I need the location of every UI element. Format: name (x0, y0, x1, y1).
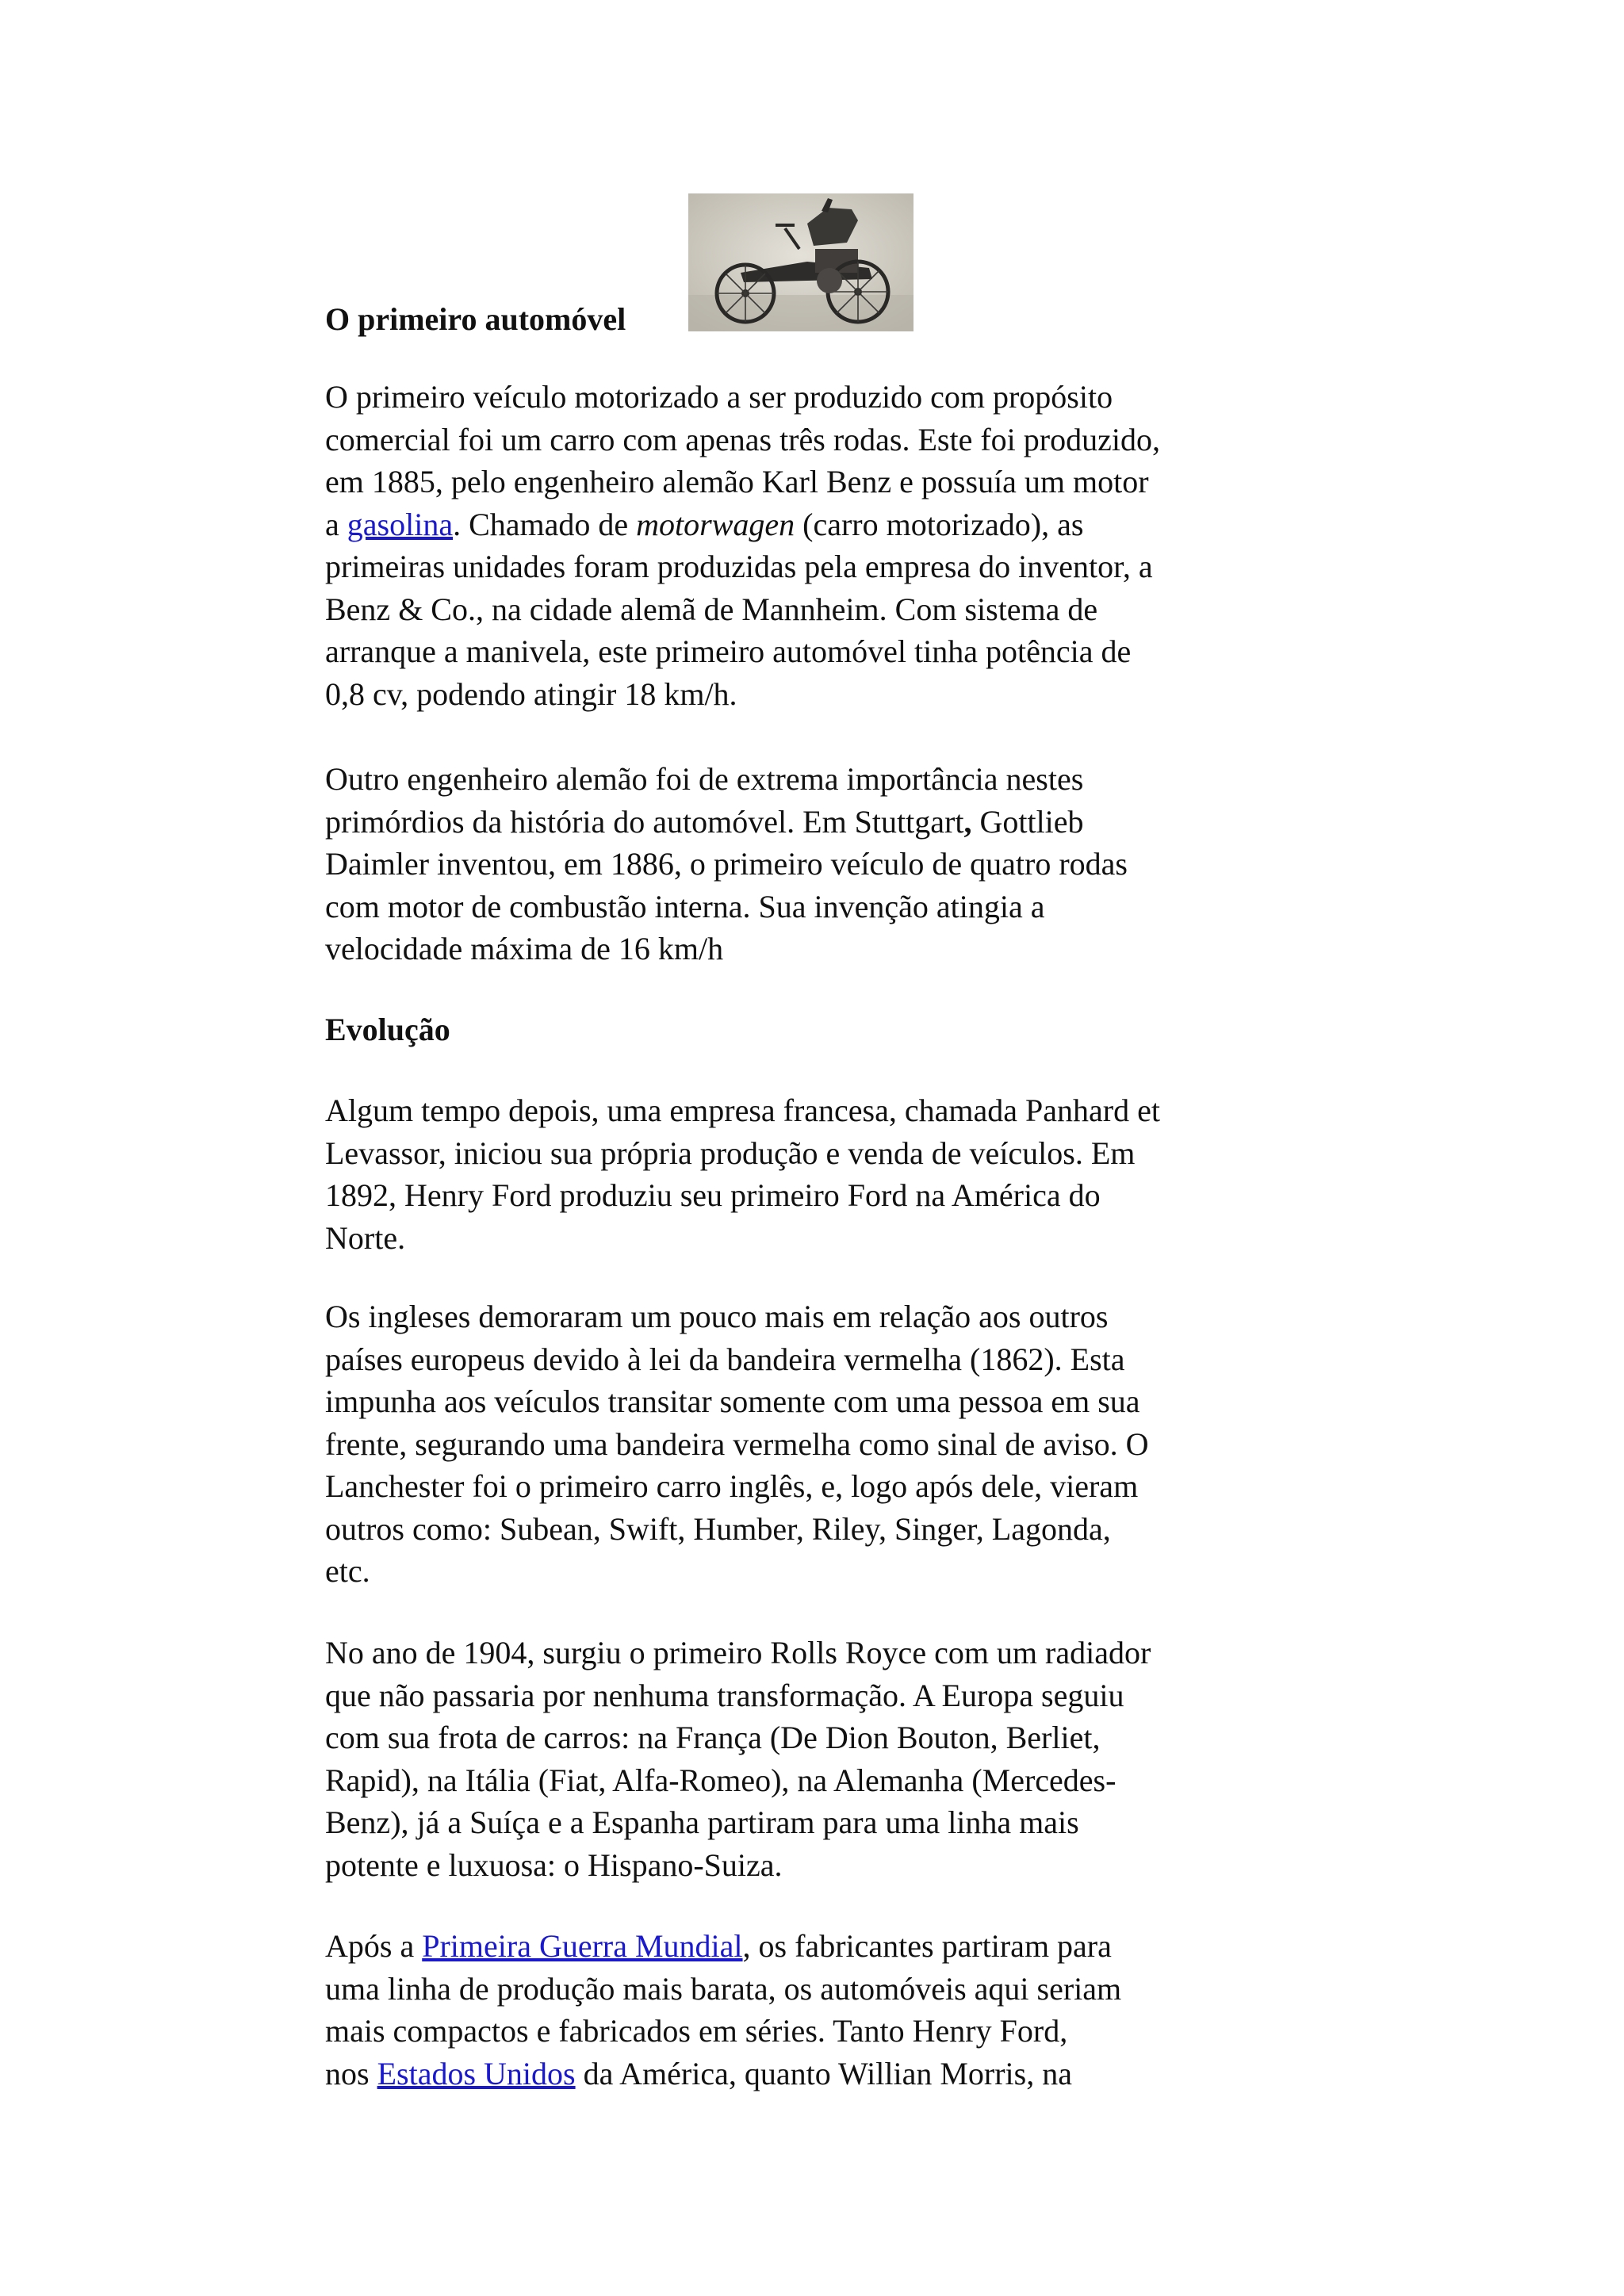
text-line: Norte. (325, 1219, 406, 1256)
text-line: Daimler inventou, em 1886, o primeiro veículo de quatro rodas (325, 846, 1128, 882)
text-line: nos Estados Unidos da América, quanto Willian Morris, na (325, 2055, 1072, 2091)
text-line: No ano de 1904, surgiu o primeiro Rolls Royce com um radiador (325, 1635, 1151, 1670)
text-line: Levassor, iniciou sua própria produção e venda de veículos. Em (325, 1135, 1136, 1171)
text-line: frente, segurando uma bandeira vermelha como sinal de aviso. O (325, 1425, 1149, 1462)
text-line: Outro engenheiro alemão foi de extrema importância nestes (325, 761, 1084, 797)
text-line: comercial foi um carro com apenas três rodas. Este foi produzido, (325, 421, 1160, 457)
text-line: em 1885, pelo engenheiro alemão Karl Benz e possuía um motor (325, 464, 1149, 499)
text-line: Algum tempo depois, uma empresa francesa, chamada Panhard et (325, 1093, 1160, 1128)
motorwagen-photo (688, 193, 914, 331)
paragraph-ingleses (325, 1295, 1332, 1593)
text-line: a gasolina. Chamado de motorwagen (carro motorizado), as (325, 506, 1084, 542)
paragraph-rolls-royce (325, 1632, 1332, 1886)
text-line: primeiras unidades foram produzidas pela empresa do inventor, a (325, 549, 1153, 584)
text-line: O primeiro veículo motorizado a ser produzido com propósito (325, 379, 1113, 415)
text-line: com sua frota de carros: na França (De Dion Bouton, Berliet, (325, 1720, 1101, 1755)
text-line: Os ingleses demoraram um pouco mais em relação aos outros (325, 1299, 1109, 1334)
text-line: que não passaria por nenhuma transformação. A Europa seguiu (325, 1677, 1124, 1713)
text-line: etc. (325, 1553, 370, 1589)
text-line: países europeus devido à lei da bandeira vermelha (1862). Esta (325, 1341, 1125, 1377)
text-line: 0,8 cv, podendo atingir 18 km/h. (325, 675, 737, 712)
paragraph-first-automobile (325, 376, 1332, 715)
text-line: Após a Primeira Guerra Mundial, os fabricantes partiram para (325, 1928, 1112, 1964)
motorwagen-term: motorwagen (636, 506, 795, 542)
text-line: mais compactos e fabricados em séries. Tanto Henry Ford, (325, 2013, 1068, 2049)
text-line: 1892, Henry Ford produziu seu primeiro Ford na América do (325, 1177, 1101, 1213)
estados-unidos-link[interactable]: Estados Unidos (377, 2055, 576, 2091)
paragraph-daimler (325, 758, 1332, 970)
text-line: outros como: Subean, Swift, Humber, Riley, Singer, Lagonda, (325, 1510, 1111, 1547)
text-line: uma linha de produção mais barata, os automóveis aqui seriam (325, 1970, 1122, 2007)
text-line: impunha aos veículos transitar somente com uma pessoa em sua (325, 1383, 1140, 1419)
section-heading-evolucao: Evolução (325, 1012, 450, 1047)
page-title: O primeiro automóvel (325, 301, 626, 337)
text-line: Benz), já a Suíça e a Espanha partiram para uma linha mais (325, 1804, 1079, 1840)
text-line: Rapid), na Itália (Fiat, Alfa-Romeo), na Alemanha (Mercedes- (325, 1762, 1116, 1798)
text-line: primórdios da história do automóvel. Em Stuttgart, Gottlieb (325, 803, 1084, 840)
paragraph-pos-guerra (325, 1925, 1332, 2095)
text-line: com motor de combustão interna. Sua invenção atingia a (325, 888, 1045, 924)
primeira-guerra-mundial-link[interactable]: Primeira Guerra Mundial (422, 1928, 743, 1964)
text-line: arranque a manivela, este primeiro automóvel tinha potência de (325, 633, 1132, 669)
gasolina-link[interactable]: gasolina (347, 506, 454, 542)
title-row (325, 193, 1332, 336)
text-line: Benz & Co., na cidade alemã de Mannheim. Com sistema de (325, 591, 1098, 627)
text-line: Lanchester foi o primeiro carro inglês, e, logo após dele, vieram (325, 1468, 1139, 1504)
text-line: velocidade máxima de 16 km/h (325, 931, 724, 966)
text-line: potente e luxuosa: o Hispano-Suiza. (325, 1846, 783, 1883)
paragraph-panhard (325, 1089, 1332, 1259)
